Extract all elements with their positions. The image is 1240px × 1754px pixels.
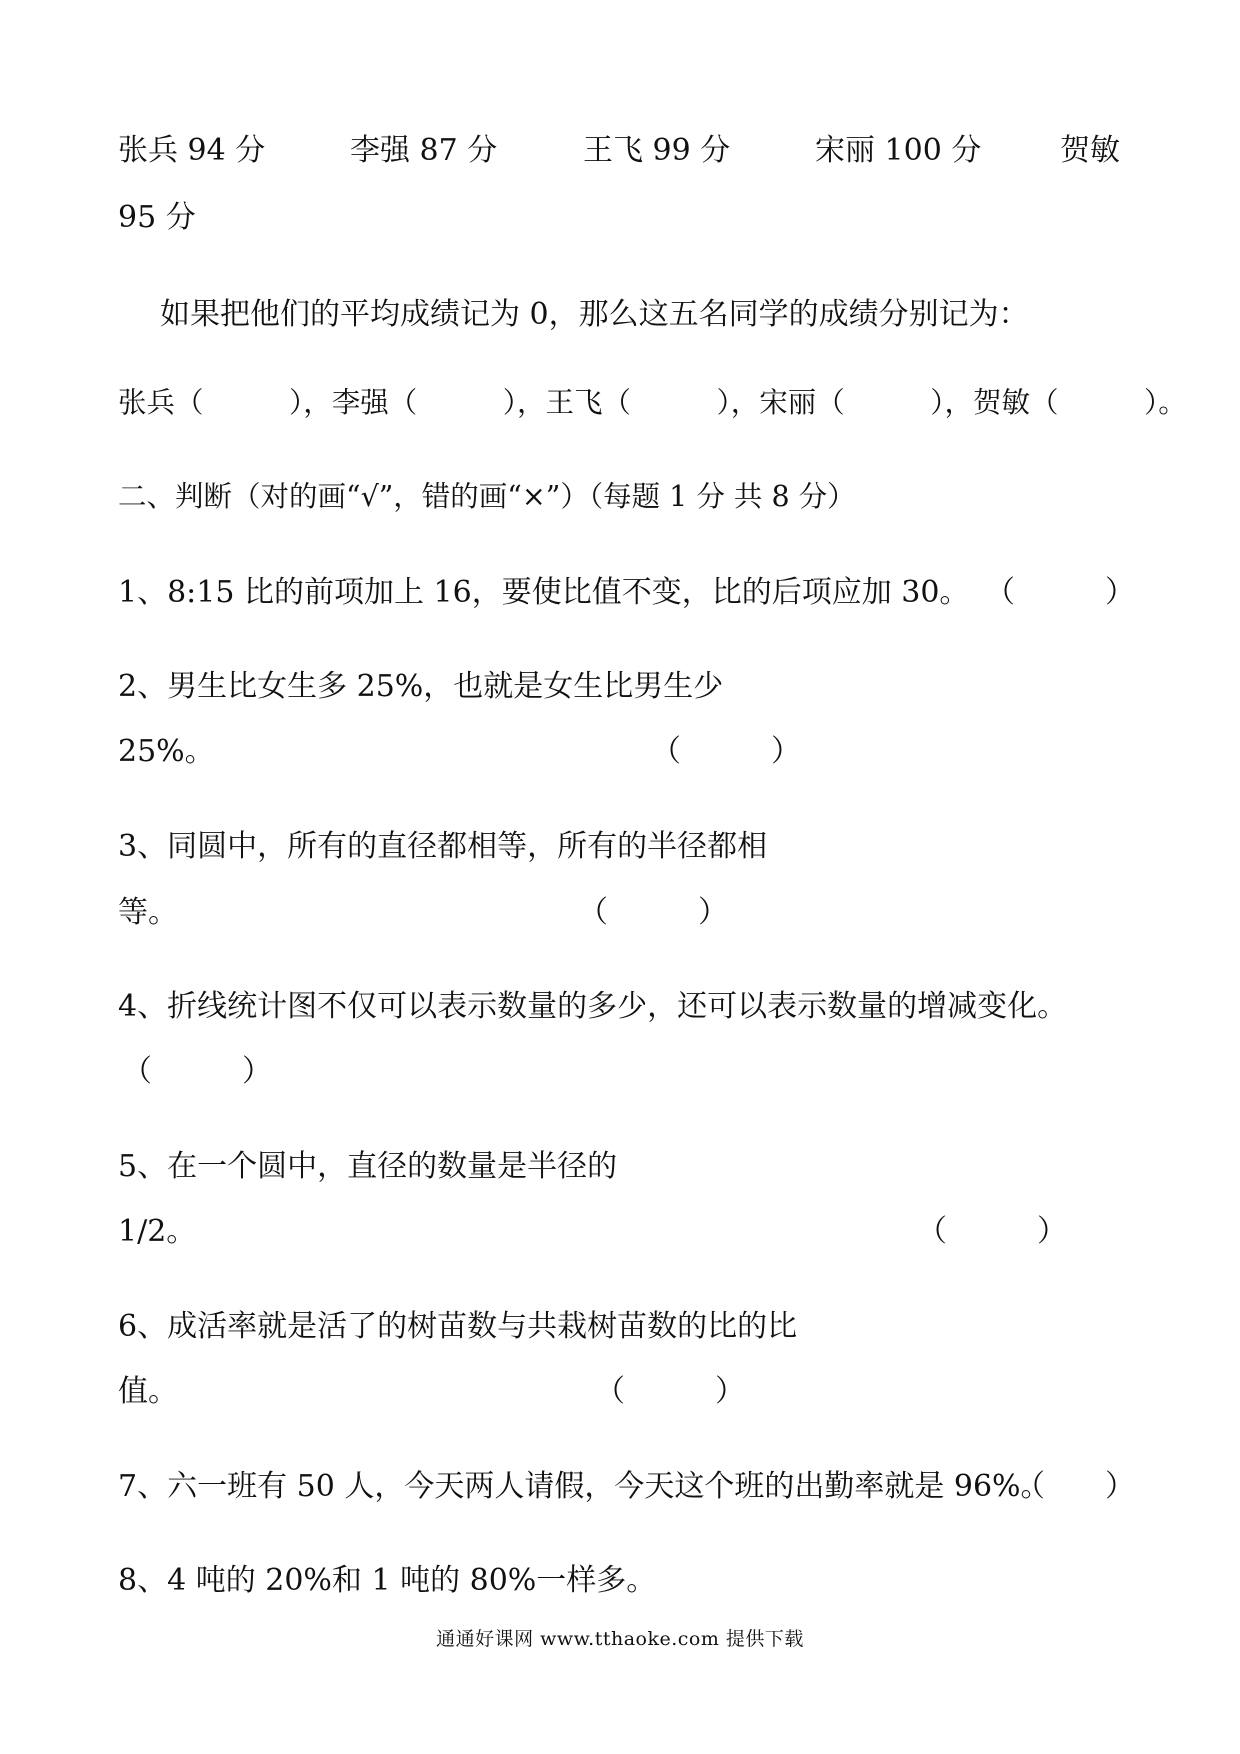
question-6-answer-paren: （ ）	[595, 1374, 745, 1409]
question-2: 2、男生比女生多 25%，也就是女生比男生少	[118, 669, 724, 704]
score-songli: 宋丽 100 分	[815, 133, 982, 168]
question-7: 7、六一班有 50 人，今天两人请假，今天这个班的出勤率就是 96%。	[118, 1469, 1051, 1504]
section-heading: 二、判断（对的画“√”，错的画“×”）（每题 1 分 共 8 分）	[118, 480, 856, 513]
question-1-answer-paren: （ ）	[985, 575, 1135, 610]
question-4-answer-paren: （ ）	[122, 1054, 272, 1089]
question-6: 6、成活率就是活了的树苗数与共栽树苗数的比的比	[118, 1309, 798, 1344]
score-liqiang: 李强 87 分	[350, 133, 498, 168]
question-4: 4、折线统计图不仅可以表示数量的多少，还可以表示数量的增减变化。	[118, 989, 1068, 1024]
question-8: 8、4 吨的 20%和 1 吨的 80%一样多。	[118, 1563, 657, 1598]
question-5-cont: 1/2。	[118, 1214, 197, 1249]
footer-credit: 通通好课网 www.tthaoke.com 提供下载	[436, 1628, 804, 1650]
question-2-answer-paren: （ ）	[651, 734, 801, 769]
question-3-cont: 等。	[118, 895, 178, 930]
question-1: 1、8:15 比的前项加上 16，要使比值不变，比的后项应加 30。	[118, 575, 970, 610]
average-prompt: 如果把他们的平均成绩记为 0，那么这五名同学的成绩分别记为：	[160, 297, 1029, 332]
fill-in-line: 张兵（ ），李强（ ），王飞（ ），宋丽（ ），贺敏（ ）。	[118, 386, 1187, 419]
question-3-answer-paren: （ ）	[578, 895, 728, 930]
question-5: 5、在一个圆中，直径的数量是半径的	[118, 1149, 618, 1184]
question-5-answer-paren: （ ）	[917, 1214, 1067, 1249]
score-wrap: 95 分	[118, 200, 196, 235]
score-wangfei: 王飞 99 分	[583, 133, 731, 168]
question-2-cont: 25%。	[118, 734, 215, 769]
question-6-cont: 值。	[118, 1374, 178, 1409]
question-7-answer-paren: （ ）	[1015, 1469, 1135, 1504]
question-3: 3、同圆中，所有的直径都相等，所有的半径都相	[118, 829, 768, 864]
score-zhangbing: 张兵 94 分	[118, 133, 266, 168]
score-hemin: 贺敏	[1060, 133, 1120, 168]
